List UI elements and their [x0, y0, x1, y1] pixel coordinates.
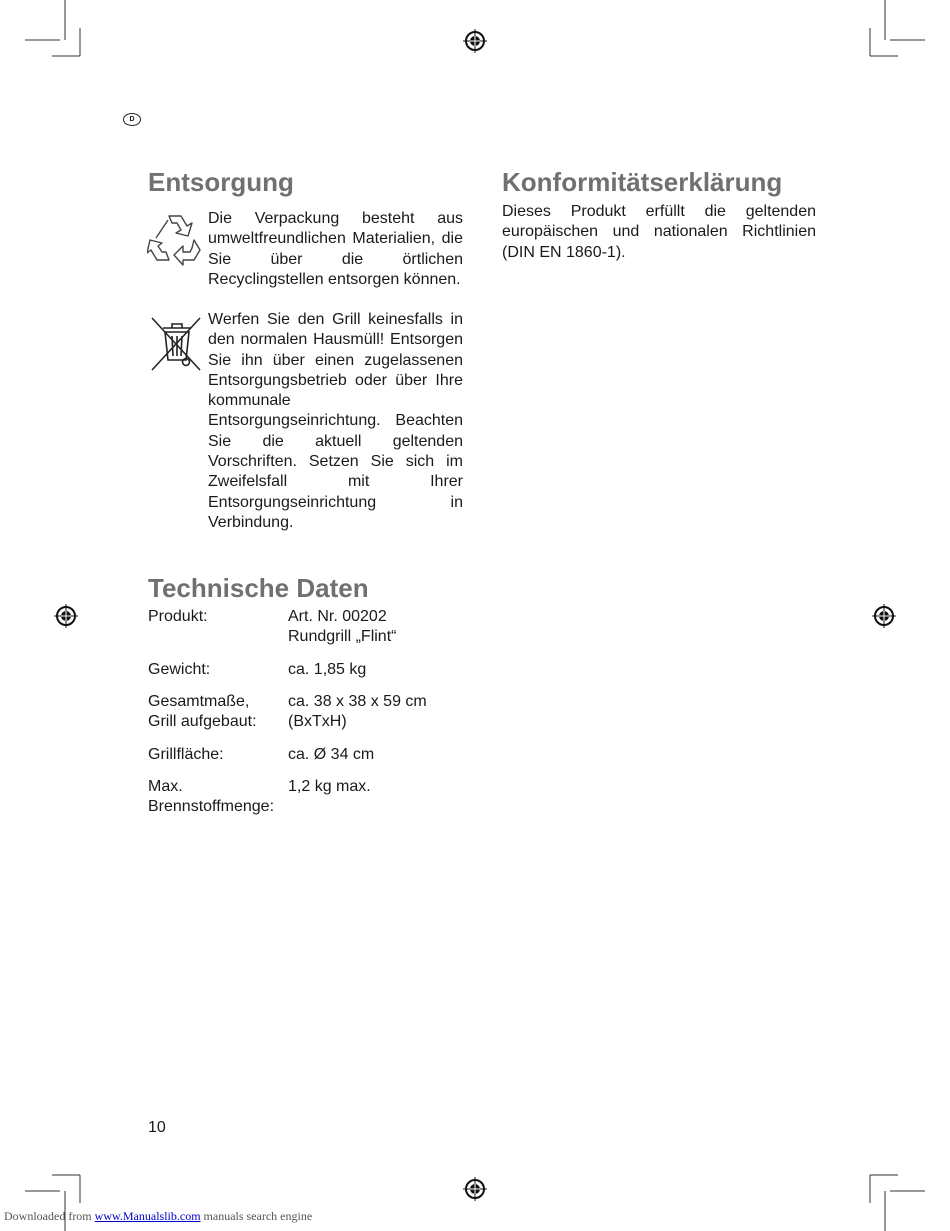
tech-value: Art. Nr. 00202 Rundgrill „Flint“ — [288, 608, 397, 646]
footer-prefix: Downloaded from — [4, 1209, 95, 1223]
tech-value: ca. 1,85 kg — [288, 661, 367, 678]
tech-value: 1,2 kg max. — [288, 778, 371, 795]
registration-mark-top-icon — [463, 29, 487, 53]
page-number: 10 — [148, 1119, 166, 1136]
packaging-paragraph: Die Verpackung besteht aus umweltfreundlichen Materialien, die Sie über die örtlichen Recyclingstellen entsorgen können. — [208, 210, 463, 288]
tech-heading: Technische Daten — [148, 573, 369, 603]
tech-label: Produkt: — [148, 608, 208, 625]
registration-mark-bottom-icon — [463, 1177, 487, 1201]
footer-suffix: manuals search engine — [200, 1209, 313, 1223]
recycling-icon — [147, 210, 203, 266]
tech-label: Gesamtmaße, Grill aufgebaut: — [148, 693, 257, 731]
registration-mark-right-icon — [872, 604, 896, 628]
tech-value: ca. Ø 34 cm — [288, 746, 375, 763]
disposal-heading: Entsorgung — [148, 167, 294, 197]
tech-value: ca. 38 x 38 x 59 cm (BxTxH) — [288, 693, 427, 731]
conformity-heading: Konformitätserklärung — [502, 167, 783, 197]
tech-label: Grillfläche: — [148, 746, 224, 763]
language-badge: D — [123, 113, 141, 126]
registration-mark-left-icon — [54, 604, 78, 628]
download-footer — [4, 1209, 312, 1224]
conformity-paragraph: Dieses Produkt erfüllt die geltenden europäischen und nationalen Richtlinien (DIN EN 1860-1). — [502, 203, 816, 261]
tech-label: Max. Brennstoffmenge: — [148, 778, 275, 816]
manualslib-link[interactable]: www.Manualslib.com — [94, 1209, 201, 1223]
crossed-bin-icon — [150, 314, 204, 372]
device-disposal-paragraph: Werfen Sie den Grill keinesfalls in den normalen Hausmüll! Entsorgen Sie ihn über einen zugelassenen Entsorgungsbetrieb oder über Ihre kommunale Entsorgungseinrichtung. Beachten Sie die aktuell geltenden Vorschriften. Setzen Sie sich im Zweifelsfall mit Ihrer Entsorgungseinrichtung in Verbindung. — [208, 311, 463, 531]
tech-label: Gewicht: — [148, 661, 211, 678]
